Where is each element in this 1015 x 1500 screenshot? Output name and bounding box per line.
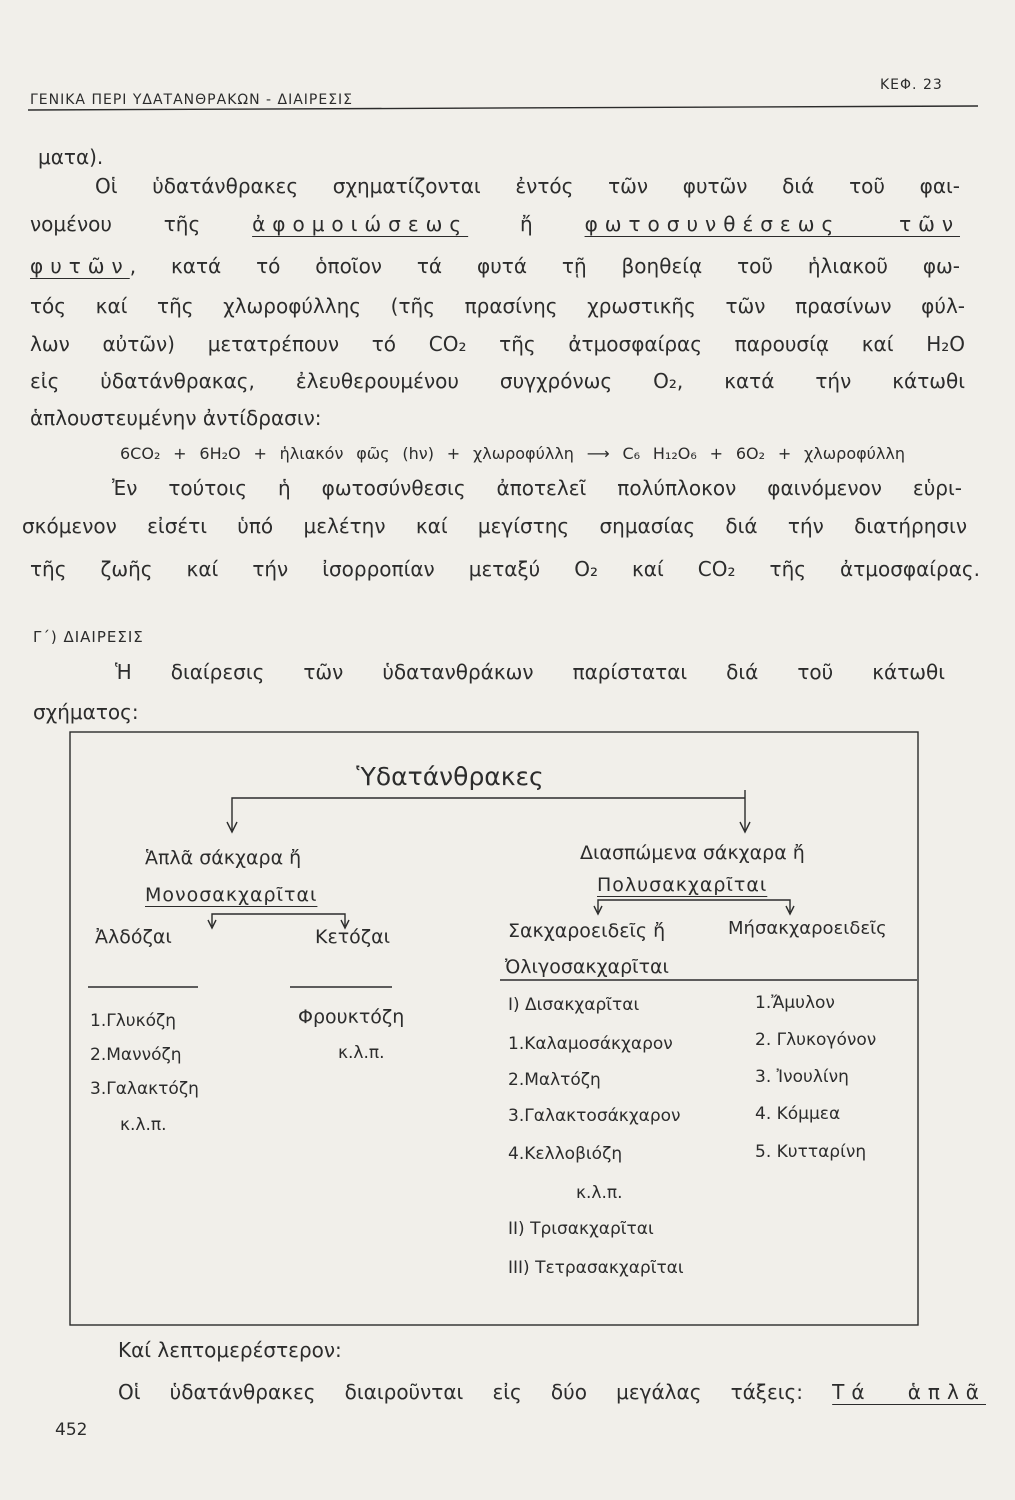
simple-sugars-label: Ἁπλᾶ σάκχαρα ἤ (145, 847, 302, 869)
list-item: 4.Κελλοβιόζη (508, 1144, 623, 1164)
page-number: 452 (55, 1420, 88, 1440)
list-item: III) Τετρασακχαρῖται (508, 1258, 684, 1278)
term-plants: φυτῶν (30, 254, 130, 278)
section-intro-1: Ἡ διαίρεσις τῶν ὑδατανθράκων παρίσταται διά τοῦ κάτωθι (115, 660, 945, 684)
list-item: 3.Γαλακτοσάκχαρον (508, 1106, 681, 1126)
list-item: 1.Γλυκόζη (90, 1011, 177, 1031)
photosynthesis-equation: 6CO₂ + 6H₂O + ἡλιακόν φῶς (hν) + χλωροφύλλη ⟶ C₆ H₁₂O₆ + 6O₂ + χλωροφύλλη (120, 444, 905, 463)
list-item: 2. Γλυκογόνον (755, 1030, 877, 1050)
list-item: 3.Γαλακτόζη (90, 1079, 199, 1099)
complex-bracket (598, 900, 790, 912)
text-line-3-pre: νομένου τῆς (30, 212, 201, 236)
text-line-4-post: , κατά τό ὁποῖον τά φυτά τῇ βοηθείᾳ τοῦ ἡλιακοῦ φω- (129, 254, 960, 278)
text-line-6: λων αὐτῶν) μετατρέπουν τό CO₂ τῆς ἀτμοσφαίρας παρουσίᾳ καί H₂O (30, 332, 965, 356)
root-bracket (232, 790, 745, 830)
list-item: 4. Κόμμεα (755, 1104, 841, 1124)
list-item: I) Δισακχαρῖται (508, 995, 640, 1015)
aldoses-label: Ἀλδόζαι (95, 926, 172, 948)
oligosaccharides-label: Ὀλιγοσακχαρῖται (505, 956, 669, 978)
diagram-root: Ὑδατάνθρακες (356, 762, 544, 791)
list-item: 2.Μαννόζη (90, 1045, 182, 1065)
closing-line-2-pre: Οἱ ὑδατάνθρακες διαιροῦνται εἰς δύο μεγάλας τάξεις: (118, 1380, 804, 1404)
list-item: Φρουκτόζη (298, 1006, 405, 1028)
ketoses-label: Κετόζαι (315, 926, 391, 948)
term-assimilation: ἀφομοιώσεως (252, 212, 469, 236)
list-item: κ.λ.π. (576, 1183, 623, 1203)
term-simple: Τά ἁπλᾶ (832, 1380, 986, 1404)
polysaccharides-label: Πολυσακχαρῖται (597, 874, 768, 896)
closing-line-1: Καί λεπτομερέστερον: (118, 1338, 342, 1362)
text-line-5: τός καί τῆς χλωροφύλλης (τῆς πρασίνης χρωστικῆς τῶν πρασίνων φύλ- (30, 294, 965, 318)
text-line-4 (30, 252, 960, 282)
section-heading: Γ΄) ΔΙΑΙΡΕΣΙΣ (33, 628, 144, 646)
sugarlike-label: Σακχαροειδεῖς ἤ (508, 920, 666, 942)
text-line-11: σκόμενον εἰσέτι ὑπό μελέτην καί μεγίστης σημασίας διά τήν διατήρησιν (22, 514, 967, 538)
text-line-10: Ἐν τούτοις ἡ φωτοσύνθεσις ἀποτελεῖ πολύπλοκον φαινόμενον εὑρι- (112, 476, 962, 500)
nonsugarlike-label: Μήσακχαροειδεῖς (728, 918, 887, 939)
chapter-label: ΚΕΦ. 23 (880, 77, 943, 93)
list-item: 5. Κυτταρίνη (755, 1142, 867, 1162)
running-title: ΓΕΝΙΚΑ ΠΕΡΙ ΥΔΑΤΑΝΘΡΑΚΩΝ - ΔΙΑΙΡΕΣΙΣ (30, 92, 354, 108)
text-line-12: τῆς ζωῆς καί τήν ἰσορροπίαν μεταξύ O₂ καί CO₂ τῆς ἀτμοσφαίρας. (30, 557, 980, 581)
closing-line-2 (118, 1378, 986, 1408)
list-item: 3. Ἰνουλίνη (755, 1067, 849, 1087)
list-item: κ.λ.π. (120, 1115, 167, 1135)
monosaccharides-label: Μονοσακχαρῖται (145, 884, 318, 906)
text-line-8: ἁπλουστευμένην ἀντίδρασιν: (30, 406, 322, 430)
list-item: 1.Καλαμοσάκχαρον (508, 1034, 673, 1054)
list-item: κ.λ.π. (338, 1043, 385, 1063)
text-line-3 (30, 210, 960, 240)
list-item: 1.Ἄμυλον (755, 993, 835, 1013)
text-line-7: εἰς ὑδατάνθρακας, ἐλευθερουμένου συγχρόνως O₂, κατά τήν κάτωθι (30, 369, 965, 393)
section-intro-2: σχήματος: (33, 700, 139, 724)
list-item: II) Τρισακχαρῖται (508, 1219, 654, 1239)
list-item: 2.Μαλτόζη (508, 1070, 601, 1090)
text-line-3-mid: ἤ (520, 212, 533, 236)
text-line-2: Οἱ ὑδατάνθρακες σχηματίζονται ἐντός τῶν φυτῶν διά τοῦ φαι- (95, 174, 960, 198)
hydrolysable-sugars-label: Διασπώμενα σάκχαρα ἤ (580, 842, 805, 864)
text-line-1: ματα). (38, 145, 104, 169)
term-photosynthesis: φωτοσυνθέσεως τῶν (584, 212, 960, 236)
